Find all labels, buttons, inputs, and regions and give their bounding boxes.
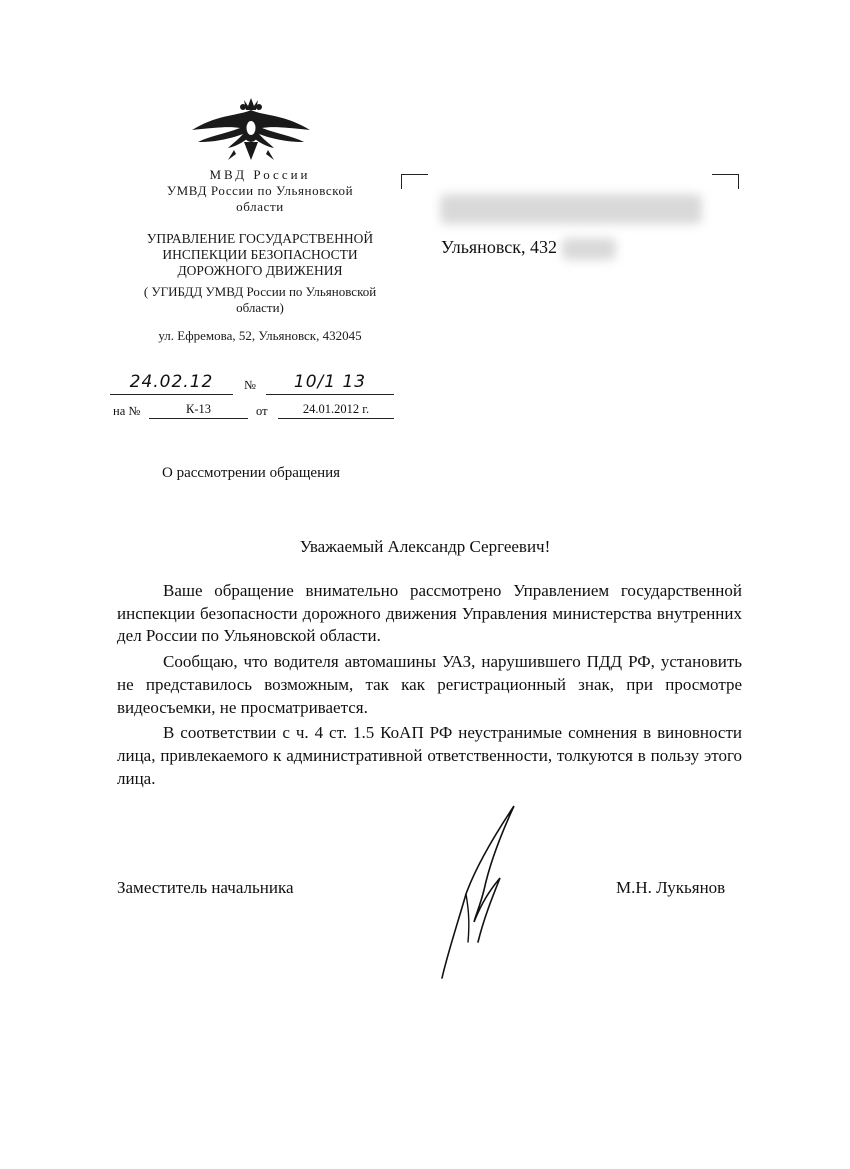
address-corner-right: [712, 174, 739, 189]
department-line: УПРАВЛЕНИЕ ГОСУДАРСТВЕННОЙ: [146, 231, 374, 246]
abbreviation-line: ( УГИБДД УМВД России по Ульяновской: [143, 284, 377, 299]
letter-body: [117, 580, 742, 793]
reference-from: от: [256, 404, 268, 418]
sender-address: ул. Ефремова, 52, Ульяновск, 432045: [158, 328, 362, 343]
number-sign: №: [244, 378, 256, 392]
regional-directorate: УМВД России по Ульяновской: [166, 183, 354, 198]
department-line: ИНСПЕКЦИИ БЕЗОПАСНОСТИ: [162, 247, 358, 262]
recipient-city: Ульяновск, 432: [441, 237, 557, 257]
body-paragraph: Ваше обращение внимательно рассмотрено Управлением государственной инспекции безопасности дорожного движения Управления министерства внутренних дел России по Ульяновской области.: [117, 581, 742, 646]
department-line: ДОРОЖНОГО ДВИЖЕНИЯ: [177, 263, 343, 278]
address-corner-left: [401, 174, 428, 189]
department-name: [100, 231, 420, 279]
body-paragraph: Сообщаю, что водителя автомашины УАЗ, нарушившего ПДД РФ, установить не представилось возможным, так как регистрационный знак, при просмотре видеосъемки, не просматривается.: [117, 652, 742, 717]
signer-name: М.Н. Лукьянов: [616, 878, 726, 897]
ministry-name: МВД России: [209, 167, 311, 182]
letter-subject: О рассмотрении обращения: [162, 465, 341, 481]
handwritten-signature: [430, 802, 530, 982]
redacted-postcode: [562, 238, 616, 260]
salutation: Уважаемый Александр Сергеевич!: [299, 537, 551, 556]
registration-number: 10/1 13: [266, 372, 394, 395]
reference-prefix: на №: [113, 404, 141, 418]
body-paragraph: В соответствии с ч. 4 ст. 1.5 КоАП РФ неустранимые сомнения в виновности лица, привлекаемого к административной ответственности, толкуются в пользу этого лица.: [117, 723, 742, 788]
signer-position: Заместитель начальника: [117, 878, 294, 897]
redacted-recipient-name: [440, 194, 702, 224]
reference-number: К-13: [149, 402, 248, 419]
abbreviation-line: области): [236, 300, 284, 315]
department-abbreviation: [100, 284, 420, 316]
eagle-emblem-icon: [188, 92, 314, 162]
reference-date: 24.01.2012 г.: [278, 402, 394, 419]
registration-date: 24.02.12: [110, 372, 233, 395]
region-word: области: [236, 199, 284, 214]
